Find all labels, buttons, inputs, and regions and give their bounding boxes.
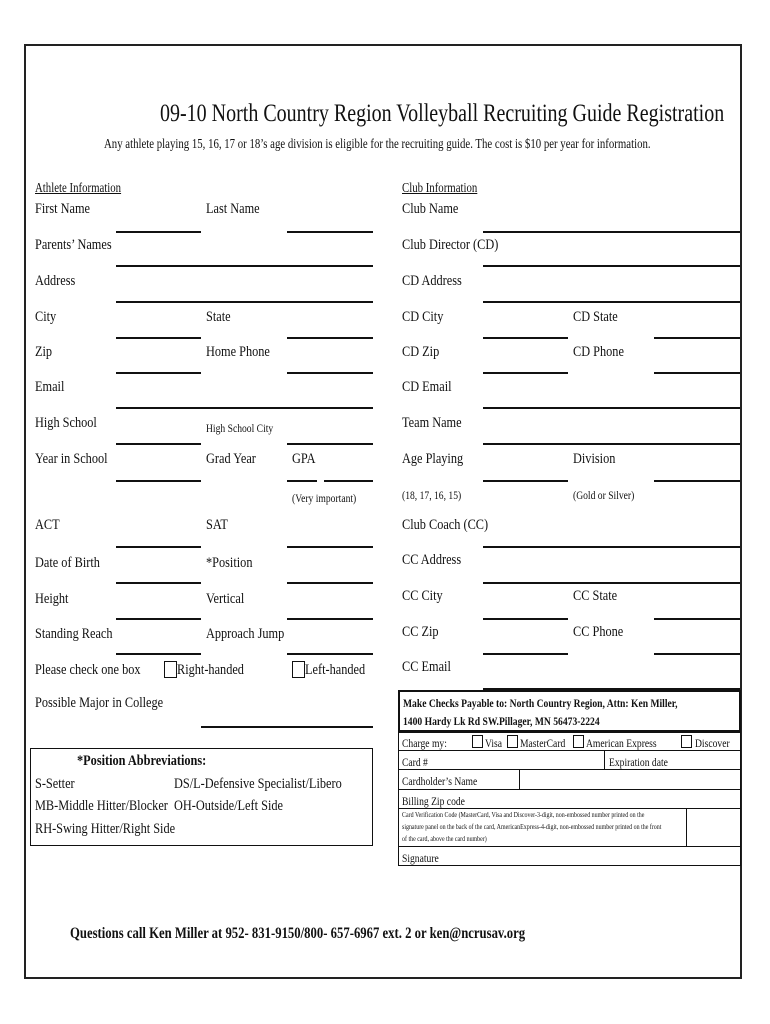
first-name-label: First Name bbox=[35, 201, 91, 217]
height-field[interactable] bbox=[116, 618, 201, 620]
division-field[interactable] bbox=[654, 480, 740, 482]
discover-label: Discover bbox=[695, 736, 730, 750]
vertical-label: Vertical bbox=[206, 591, 245, 607]
payable-line1: Make Checks Payable to: North Country Region, Attn: Ken Miller, bbox=[403, 696, 678, 710]
team-name-label: Team Name bbox=[402, 415, 462, 431]
visa-label: Visa bbox=[485, 736, 503, 750]
table-rule bbox=[519, 769, 520, 789]
high-school-city-field[interactable] bbox=[287, 443, 373, 445]
expiration-label: Expiration date bbox=[609, 755, 668, 769]
payable-line2: 1400 Hardy Lk Rd SW.Pillager, MN 56473-2224 bbox=[403, 714, 600, 728]
table-rule bbox=[686, 808, 687, 846]
cc-email-label: CC Email bbox=[402, 659, 451, 675]
zip-label: Zip bbox=[35, 344, 53, 360]
cd-state-label: CD State bbox=[573, 309, 618, 325]
cd-zip-label: CD Zip bbox=[402, 344, 440, 360]
cd-address-field[interactable] bbox=[483, 301, 740, 303]
signature-label: Signature bbox=[402, 851, 439, 865]
cd-city-field[interactable] bbox=[483, 337, 568, 339]
table-rule bbox=[398, 808, 741, 809]
email-label: Email bbox=[35, 379, 65, 395]
address-label: Address bbox=[35, 273, 76, 289]
right-handed-checkbox[interactable] bbox=[164, 661, 177, 678]
division-note: (Gold or Silver) bbox=[573, 488, 635, 502]
cc-address-field[interactable] bbox=[483, 582, 740, 584]
visa-checkbox[interactable] bbox=[472, 735, 483, 748]
cd-address-label: CD Address bbox=[402, 273, 462, 289]
club-name-field[interactable] bbox=[483, 231, 740, 233]
state-field[interactable] bbox=[287, 337, 373, 339]
first-name-field[interactable] bbox=[116, 231, 201, 233]
cardholder-label: Cardholder’s Name bbox=[402, 774, 478, 788]
left-handed-checkbox[interactable] bbox=[292, 661, 305, 678]
cvc-line2: signature panel on the back of the card, AmericanExpress-4-digit, non-embossed number printed on the front bbox=[402, 823, 662, 831]
sat-label: SAT bbox=[206, 517, 228, 533]
discover-checkbox[interactable] bbox=[681, 735, 692, 748]
cd-email-field[interactable] bbox=[483, 407, 740, 409]
home-phone-label: Home Phone bbox=[206, 344, 270, 360]
dob-field[interactable] bbox=[116, 582, 201, 584]
division-label: Division bbox=[573, 451, 616, 467]
mastercard-checkbox[interactable] bbox=[507, 735, 518, 748]
cc-city-label: CC City bbox=[402, 588, 443, 604]
cc-address-label: CC Address bbox=[402, 552, 462, 568]
standing-reach-label: Standing Reach bbox=[35, 626, 113, 642]
cd-phone-field[interactable] bbox=[654, 372, 740, 374]
check-one-label: Please check one box bbox=[35, 662, 141, 678]
cd-city-label: CD City bbox=[402, 309, 444, 325]
table-rule bbox=[398, 846, 741, 847]
major-label: Possible Major in College bbox=[35, 695, 164, 711]
team-name-field[interactable] bbox=[483, 443, 740, 445]
sat-field[interactable] bbox=[287, 546, 373, 548]
state-label: State bbox=[206, 309, 231, 325]
cc-city-field[interactable] bbox=[483, 618, 568, 620]
city-field[interactable] bbox=[116, 337, 201, 339]
gpa-field[interactable] bbox=[324, 480, 373, 482]
height-label: Height bbox=[35, 591, 69, 607]
dob-label: Date of Birth bbox=[35, 555, 100, 571]
grad-year-label: Grad Year bbox=[206, 451, 256, 467]
footer-contact: Questions call Ken Miller at 952- 831-9150/800- 657-6967 ext. 2 or ken@ncrusav.org bbox=[70, 925, 526, 942]
major-field[interactable] bbox=[201, 726, 373, 728]
club-director-label: Club Director (CD) bbox=[402, 237, 499, 253]
club-coach-label: Club Coach (CC) bbox=[402, 517, 489, 533]
high-school-label: High School bbox=[35, 415, 97, 431]
high-school-city-label: High School City bbox=[206, 421, 274, 435]
cc-phone-field[interactable] bbox=[654, 653, 740, 655]
position-oh: OH-Outside/Left Side bbox=[174, 798, 283, 814]
table-rule bbox=[604, 750, 605, 769]
athlete-heading: Athlete Information bbox=[35, 180, 122, 195]
parents-names-label: Parents’ Names bbox=[35, 237, 112, 253]
age-playing-label: Age Playing bbox=[402, 451, 464, 467]
form-subtitle: Any athlete playing 15, 16, 17 or 18’s age division is eligible for the recruiting guide. The cost is $10 per year for information. bbox=[104, 136, 651, 151]
cc-state-field[interactable] bbox=[654, 618, 740, 620]
cvc-line1: Card Verification Code (MasterCard, Visa and Discover-3-digit, non-embossed number printed on the bbox=[402, 811, 645, 819]
cc-state-label: CC State bbox=[573, 588, 618, 604]
left-handed-label: Left-handed bbox=[305, 662, 366, 678]
act-field[interactable] bbox=[116, 546, 201, 548]
home-phone-field[interactable] bbox=[287, 372, 373, 374]
position-setter: S-Setter bbox=[35, 776, 75, 792]
table-rule bbox=[398, 750, 741, 751]
card-number-label: Card # bbox=[402, 755, 428, 769]
position-mb: MB-Middle Hitter/Blocker bbox=[35, 798, 168, 814]
charge-my-label: Charge my: bbox=[402, 736, 447, 750]
club-heading: Club Information bbox=[402, 180, 478, 195]
year-in-school-label: Year in School bbox=[35, 451, 108, 467]
last-name-label: Last Name bbox=[206, 201, 260, 217]
parents-names-field[interactable] bbox=[116, 265, 373, 267]
cd-phone-label: CD Phone bbox=[573, 344, 624, 360]
club-name-label: Club Name bbox=[402, 201, 459, 217]
address-field[interactable] bbox=[116, 301, 373, 303]
standing-reach-field[interactable] bbox=[116, 653, 201, 655]
age-note: (18, 17, 16, 15) bbox=[402, 488, 462, 502]
amex-checkbox[interactable] bbox=[573, 735, 584, 748]
cc-zip-label: CC Zip bbox=[402, 624, 439, 640]
email-field[interactable] bbox=[116, 407, 373, 409]
year-in-school-field[interactable] bbox=[116, 480, 201, 482]
approach-jump-label: Approach Jump bbox=[206, 626, 285, 642]
approach-jump-field[interactable] bbox=[287, 653, 373, 655]
last-name-field[interactable] bbox=[287, 231, 373, 233]
form-title: 09-10 North Country Region Volleyball Recruiting Guide Registration bbox=[160, 100, 725, 127]
age-playing-field[interactable] bbox=[483, 480, 568, 482]
cc-phone-label: CC Phone bbox=[573, 624, 624, 640]
position-field[interactable] bbox=[287, 582, 373, 584]
act-label: ACT bbox=[35, 517, 60, 533]
club-coach-field[interactable] bbox=[483, 546, 740, 548]
grad-year-field[interactable] bbox=[287, 480, 317, 482]
position-rh: RH-Swing Hitter/Right Side bbox=[35, 821, 176, 837]
vertical-field[interactable] bbox=[287, 618, 373, 620]
city-label: City bbox=[35, 309, 57, 325]
gpa-note: (Very important) bbox=[292, 491, 357, 505]
cc-zip-field[interactable] bbox=[483, 653, 568, 655]
high-school-field[interactable] bbox=[116, 443, 201, 445]
table-rule bbox=[398, 769, 741, 770]
billing-zip-label: Billing Zip code bbox=[402, 794, 465, 808]
cd-state-field[interactable] bbox=[654, 337, 740, 339]
cd-email-label: CD Email bbox=[402, 379, 452, 395]
amex-label: American Express bbox=[586, 736, 657, 750]
position-ds: DS/L-Defensive Specialist/Libero bbox=[174, 776, 342, 792]
cvc-line3: of the card, above the card number) bbox=[402, 835, 487, 843]
table-rule bbox=[398, 789, 741, 790]
position-label: *Position bbox=[206, 555, 253, 571]
cd-zip-field[interactable] bbox=[483, 372, 568, 374]
club-director-field[interactable] bbox=[483, 265, 740, 267]
mastercard-label: MasterCard bbox=[520, 736, 566, 750]
right-handed-label: Right-handed bbox=[177, 662, 244, 678]
gpa-label: GPA bbox=[292, 451, 316, 467]
zip-field[interactable] bbox=[116, 372, 201, 374]
position-abbrev-heading: *Position Abbreviations: bbox=[77, 753, 207, 769]
